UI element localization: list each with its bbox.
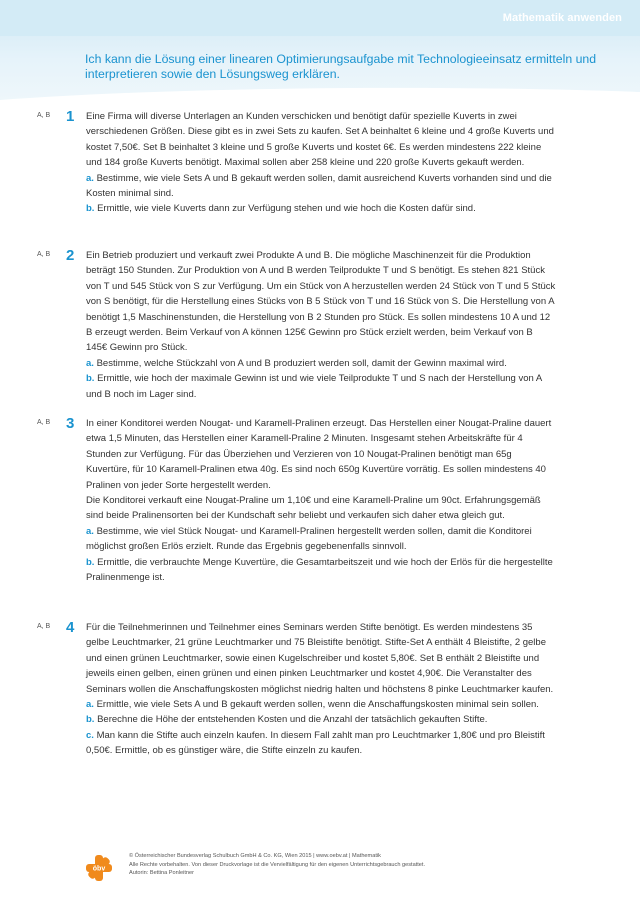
task-text-continued: Die Konditorei verkauft eine Nougat-Praline um 1,10€ und eine Karamell-Praline um 90ct. Erfahrungsgemäß sind beide Pralinensorten bei der Kundschaft sehr beliebt und verkaufen sich daher etwa gleich gut. xyxy=(86,495,541,522)
subtask-text: Bestimme, wie viele Sets A und B gekauft werden sollen, damit ausreichend Kuverts vorhanden sind und die Kosten minimal sind. xyxy=(86,172,552,200)
svg-text:öbv: öbv xyxy=(92,865,106,873)
task-body xyxy=(86,620,556,759)
task-body xyxy=(86,109,556,217)
subtask-label: a. xyxy=(86,699,94,711)
running-head: Mathematik anwenden xyxy=(502,12,622,24)
task-level: A, B xyxy=(37,251,51,258)
subtask-b xyxy=(86,201,556,216)
task-level: A, B xyxy=(37,419,51,426)
footer-author: Autorin: Bettina Ponleitner xyxy=(129,870,194,877)
footer-rights: Alle Rechte vorbehalten. Von dieser Druckvorlage ist die Vervielfältigung für den eigenen Unterrichtsgebrauch gestattet. xyxy=(129,861,426,868)
task-level: A, B xyxy=(37,623,51,630)
footer xyxy=(129,852,609,878)
subtask-label: b. xyxy=(86,373,95,385)
publisher-logo xyxy=(84,853,114,883)
subtask-label: a. xyxy=(86,525,94,537)
subtask-label: a. xyxy=(86,172,94,184)
subtask-a xyxy=(86,697,556,712)
header-curve xyxy=(0,78,640,108)
task-level: A, B xyxy=(37,112,51,119)
subtask-text: Bestimme, wie viel Stück Nougat- und Karamell-Pralinen hergestellt werden sollen, damit die Konditorei möglichst großen Erlös erzielt. Runde das Ergebnis gegebenenfalls sinnvoll. xyxy=(86,525,532,553)
subtask-text: Ermittle, die verbrauchte Menge Kuvertüre, die Gesamtarbeitszeit und wie hoch der Erlös für die hergestellte Pralinenmenge ist. xyxy=(86,556,553,584)
task-number: 2 xyxy=(66,247,75,264)
task-number: 1 xyxy=(66,108,75,125)
subtask-text: Man kann die Stifte auch einzeln kaufen. In diesem Fall zahlt man pro Leuchtmarker 1,80€ und pro Bleistift 0,50€. Ermittle, ob es günstiger wäre, die Stifte einzeln zu kaufen. xyxy=(86,729,545,757)
subtask-text: Ermittle, wie hoch der maximale Gewinn ist und wie viele Teilprodukte T und S nach der Herstellung von A und B noch im Lager sind. xyxy=(86,373,542,400)
subtask-b xyxy=(86,712,556,727)
subtask-label: c. xyxy=(86,729,94,741)
subtask-label: b. xyxy=(86,556,95,568)
subtask-a xyxy=(86,356,556,371)
task-body xyxy=(86,416,556,585)
subtask-text: Ermittle, wie viele Sets A und B gekauft werden sollen, wenn die Anschaffungskosten minimal sein sollen. xyxy=(96,699,539,711)
subtask-c xyxy=(86,728,556,759)
subtask-label: b. xyxy=(86,203,95,215)
task-number: 3 xyxy=(66,415,75,432)
subtask-b xyxy=(86,555,556,586)
learning-goal: Ich kann die Lösung einer linearen Optimierungsaufgabe mit Technologieeinsatz ermitteln und interpretieren sowie den Lösungsweg erklären. xyxy=(85,52,597,81)
subtask-a xyxy=(86,171,556,202)
subtask-text: Berechne die Höhe der entstehenden Kosten und die Anzahl der tatsächlich gekauften Stifte. xyxy=(97,714,488,726)
task-number: 4 xyxy=(66,619,75,636)
subtask-a xyxy=(86,524,556,555)
subtask-text: Bestimme, welche Stückzahl von A und B produziert werden soll, damit der Gewinn maximal wird. xyxy=(96,357,507,369)
subtask-b xyxy=(86,371,556,402)
footer-copyright: © Österreichischer Bundesverlag Schulbuch GmbH & Co. KG, Wien 2015 | www.oebv.at | Mathematik xyxy=(129,853,381,859)
task-text: In einer Konditorei werden Nougat- und Karamell-Pralinen erzeugt. Das Herstellen einer Nougat-Praline dauert etwa 1,5 Minuten, das Herstellen einer Karamell-Praline 2 Minuten. Insgesamt stehen Arbeitskräfte für 4 Stunden zur Verfügung. Für das Überziehen und Verzieren von 10 Nougat-Pralinen benötigt man 65g Kuvertüre, für 10 Karamell-Pralinen etwa 40g. Es sind noch 650g Kuvertüre vorrätig. Es sollen mindestens 40 Pralinen von jeder Sorte hergestellt werden. xyxy=(86,418,552,491)
subtask-label: a. xyxy=(86,357,94,369)
task-text: Eine Firma will diverse Unterlagen an Kunden verschicken und benötigt dafür spezielle Kuverts in zwei verschiedenen Größen. Diese gibt es in zwei Sets zu kaufen. Set A beinhaltet 6 kleine und 4 große Kuverts und kostet 7,50€. Set B beinhaltet 3 kleine und 5 große Kuverts und kostet 6€. Es werden mindestens 222 kleine und 184 große Kuverts benötigt. Maximal sollen aber 258 kleine und 220 große Kuverts gekauft werden. xyxy=(86,111,554,169)
task-text: Für die Teilnehmerinnen und Teilnehmer eines Seminars werden Stifte benötigt. Es werden mindestens 35 gelbe Leuchtmarker, 21 grüne Leuchtmarker und 75 Bleistifte benötigt. Stifte-Set A enthält 4 Bleistifte, 2 gelbe und einen grünen Leuchtmarker, sowie einen Kugelschreiber und kostet 5,80€. Set B enthält 2 Bleistifte und jeweils einen gelben, einen grünen und einen pinken Leuchtmarker und kostet 4,90€. Die Veranstalter des Seminars wollen die Anschaffungskosten möglichst niedrig halten und höchstens 8 pinke Leuchtmarker kaufen. xyxy=(86,622,554,695)
subtask-label: b. xyxy=(86,714,95,726)
subtask-text: Ermittle, wie viele Kuverts dann zur Verfügung stehen und wie hoch die Kosten dafür sind. xyxy=(97,203,476,215)
task-body xyxy=(86,248,556,402)
task-text: Ein Betrieb produziert und verkauft zwei Produkte A und B. Die mögliche Maschinenzeit für die Produktion beträgt 150 Stunden. Zur Produktion von A und B werden Teilprodukte T und S benötigt. Es stehen 821 Stück von T und 545 Stück von S zur Verfügung. Um ein Stück von A herzustellen werden 24 Stück von T und 5 Stück von S benötigt, für die Herstellung eines Stücks von B 5 Stück von T und 16 Stück von S. Die Herstellung von A benötigt 1,5 Maschinenstunden, die Herstellung von B 2 Stunden pro Stück. Es sollen mindestens 10 A und 12 B erzeugt werden. Beim Verkauf von A können 125€ Gewinn pro Stück erzielt werden, beim Verkauf von B 145€ Gewinn pro Stück. xyxy=(86,250,556,354)
